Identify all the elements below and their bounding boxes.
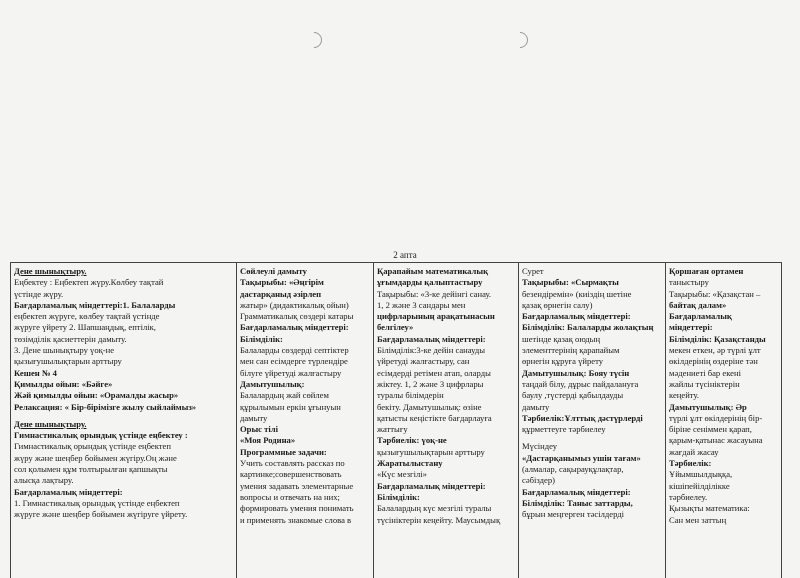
text-line: құрметтеуге тәрбиелеу <box>522 424 606 435</box>
text-line: Білімділік:3-ке дейін санауды <box>377 345 486 356</box>
text-line: білуге үйретуді жалғастыру <box>240 367 342 378</box>
text-line: Қызықты математика: <box>669 503 750 514</box>
text-line: Тәрбиелік:Ұлттық дәстүрлерді <box>522 412 643 423</box>
text-line: Учить составлять рассказ по <box>240 458 345 469</box>
text-line: Программные задачи: <box>240 446 327 457</box>
text-line: Тәрбиелік: үоқ-не <box>377 435 447 446</box>
text-line: Білімділік: Балаларды жолақтың <box>522 322 654 333</box>
text-line: цифрларының арақатынасын <box>377 311 495 322</box>
text-line: алысқа лақтыру. <box>14 475 74 486</box>
text-line: біріне сеніммен қарап, <box>669 424 752 435</box>
text-line: Кешен № 4 <box>14 367 57 378</box>
text-line: мәдениеті бар екені <box>669 367 741 378</box>
text-line: Бағдарламалық міндеттері: <box>522 486 631 497</box>
text-line: 1, 2 және 3 сандары мен <box>377 299 466 310</box>
text-line: Білімділік: <box>377 491 420 502</box>
column-speech-development <box>237 263 374 578</box>
text-line: төзімділік қасиеттерін дамыту. <box>14 333 127 344</box>
text-line: Тақырыбы: «Сырмақты <box>522 277 619 288</box>
text-line: жіктеу. 1, 2 және 3 цифрлары <box>377 378 484 389</box>
text-line: жүру және шеңбер бойымен жүгіру.Оң және <box>14 452 177 463</box>
text-line: Қоршаған ортамен <box>669 266 744 276</box>
text-line: Дамытушылық: <box>240 378 305 389</box>
text-line: қызығушылықтарын арттыру <box>14 356 122 367</box>
text-line: умения задавать элементарные <box>240 480 354 491</box>
week-label: 2 апта <box>393 250 417 260</box>
text-line: Дене шынықтыру. <box>14 418 87 429</box>
punch-hole-mark-right <box>509 29 532 52</box>
text-line: түрлі ұлт өкілдерінің бір- <box>669 412 763 423</box>
text-line: туралы білімдерін <box>377 390 444 401</box>
text-line: өкілдерінің өздеріне тән <box>669 356 758 367</box>
text-line: Дамытушылық: Әр <box>669 401 747 412</box>
text-line: картинке;совершенствовать <box>240 469 342 480</box>
text-line: жатыр» (дидактикалық ойын) <box>240 299 349 310</box>
text-line: мекен еткен, әр түрлі ұлт <box>669 345 761 356</box>
text-line: Гимнастикалық орындық үстінде еңбектеу : <box>14 430 188 441</box>
text-line: түсініктерін кеңейту. Маусымдық <box>377 514 501 525</box>
text-line: Бағдарламалық міндеттері: <box>522 311 631 322</box>
text-line: 1. Гимнастикалық орындық үстінде еңбектеп <box>14 497 180 508</box>
text-line: сәбіздер) <box>522 475 555 486</box>
text-line: еңбектеп жүруге, көлбеу тақтай үстінде <box>14 311 160 322</box>
text-line: «Дастарқанымыз ушін тағам» <box>522 452 641 463</box>
text-line: қызығушылықтарын арттыру <box>377 446 485 457</box>
text-line: Тақырыбы: «Әңгірім <box>240 277 324 288</box>
text-line: Балаларды сөздерді септіктер <box>240 345 349 356</box>
text-line: Бағдарламалық міндеттері: <box>14 486 123 497</box>
text-line: дастарқаныд әзірлеп <box>240 288 322 299</box>
column-physical-education <box>11 263 237 578</box>
text-line: жайлы түсініктерін <box>669 378 740 389</box>
text-line: Жаратылыстану <box>377 458 443 469</box>
text-line: Орыс тілі <box>240 424 278 435</box>
text-line: Қимылды ойын: «Бәйге» <box>14 378 113 389</box>
text-line: Бағдарламалық міндеттері: <box>240 322 349 333</box>
text-line: үйретуді жалғастыру, сан <box>377 356 470 367</box>
text-line: вопросы и отвечать на них; <box>240 491 340 502</box>
text-line: Тәрбиелік: <box>669 458 712 469</box>
text-line: ұғымдарды қалыптастыру <box>377 277 483 288</box>
text-line: Дамытушылық: Бояу түсін <box>522 367 630 378</box>
text-line: тәрбиелеу. <box>669 491 708 502</box>
text-line: мен сан есімдерге түрлендіре <box>240 356 348 367</box>
text-line: жаттығу <box>377 424 408 435</box>
text-line: «Күс мезгілі» <box>377 469 427 480</box>
text-line: Сөйлеулі дамыту <box>240 266 307 276</box>
text-line: Балалардың жай сөйлем <box>240 390 329 401</box>
text-line: міндеттері: <box>669 322 713 333</box>
text-line: бұрын меңгерген тәсілдерді <box>522 509 625 520</box>
text-line: Еңбектеу : Еңбектеп жүру.Көлбеу тақтай <box>14 277 164 288</box>
text-line: кеңейту. <box>669 390 700 401</box>
text-line: жүруге үйрету 2. Шапшаңдық, ептілік, <box>14 322 156 333</box>
text-line: қатысты кеңістікте бағдарлауға <box>377 412 492 423</box>
text-line: баулу ,түстерді қабылдауды <box>522 390 624 401</box>
text-line: Бағдарламалық міндеттері: <box>377 480 486 491</box>
text-line: Дене шынықтыру. <box>14 266 87 276</box>
text-line: 3. Дене шынықтыру үоқ-не <box>14 345 115 356</box>
text-line: «Моя Родина» <box>240 435 296 446</box>
text-line: Гимнастикалық орындық үстінде еңбектеп <box>14 441 171 452</box>
text-line: бекіту. Дамытушылық: өзіне <box>377 401 482 412</box>
text-line: таңдай білу, дұрыс пайдалануға <box>522 378 639 389</box>
column-mathematics <box>374 263 519 578</box>
text-line: формировать умения понимать <box>240 503 354 514</box>
text-line: Грамматикалық сөздері катары <box>240 311 354 322</box>
text-line: Сан мен заттың <box>669 514 727 525</box>
text-line: үстінде жүру. <box>14 288 64 299</box>
text-line: Бағдарламалық <box>669 311 732 322</box>
lesson-plan-table <box>10 262 782 578</box>
text-line: Бағдарламалық міндеттері: <box>377 333 486 344</box>
text-line: сол қолымен құм толтырылған қапшықты <box>14 464 168 475</box>
text-line: дамыту <box>240 412 268 423</box>
text-line: безендіремін» (киіздің шетіне <box>522 288 632 299</box>
text-line: есімдерді ретімен атап, оларды <box>377 367 491 378</box>
text-line: шетінде қазақ оюдың <box>522 333 601 344</box>
text-line: Тақырыбы: «3-ке дейінгі санау. <box>377 288 492 299</box>
text-line: жүруге және шеңбер бойымен жүгіруге үйрету. <box>14 509 188 520</box>
text-line: қарым-қатынас жасауына <box>669 435 763 446</box>
text-line: Бағдарламалық міндеттері:1. Балаларды <box>14 299 176 310</box>
text-line: Білімділік: <box>240 333 283 344</box>
text-line: элементтерінің қарапайым <box>522 345 620 356</box>
text-line: и применять знакомые слова в <box>240 514 352 525</box>
text-line: Балалардың күс мезгілі туралы <box>377 503 492 514</box>
text-line: Мүсіндеу <box>522 441 558 452</box>
text-line: белгілеу» <box>377 322 414 333</box>
text-line: дамыту <box>522 401 550 412</box>
text-line: жағдай жасау <box>669 446 719 457</box>
text-line: Білімділік: Қазақстанды <box>669 333 766 344</box>
text-line: Қарапайым математикалық <box>377 266 489 276</box>
column-environment <box>666 263 782 578</box>
text-line: таныстыру <box>669 277 709 288</box>
column-drawing <box>519 263 666 578</box>
text-line: (алмалар, сақырауқұлақтар, <box>522 464 624 475</box>
text-line: байтақ далам» <box>669 299 727 310</box>
text-line: кішіпейілділікке <box>669 480 730 491</box>
text-line: қазақ өрнегін салу) <box>522 299 593 310</box>
text-line: Білімділік: Таныс заттарды, <box>522 497 633 508</box>
text-line: құрылымын еркін ұғынуын <box>240 401 341 412</box>
text-line: Жәй қимылды ойын: «Орамалды жасыр» <box>14 390 179 401</box>
text-line: Сурет <box>522 266 544 276</box>
text-line: Ұйымшылдыққа, <box>669 469 733 480</box>
text-line: Тақырыбы: «Қазақстан – <box>669 288 761 299</box>
text-line: Релаксация: « Бір-бірімізге жылу сыйлаймыз» <box>14 401 197 412</box>
punch-hole-mark-left <box>303 29 326 52</box>
text-line: өрнегін құруға үйрету <box>522 356 604 367</box>
